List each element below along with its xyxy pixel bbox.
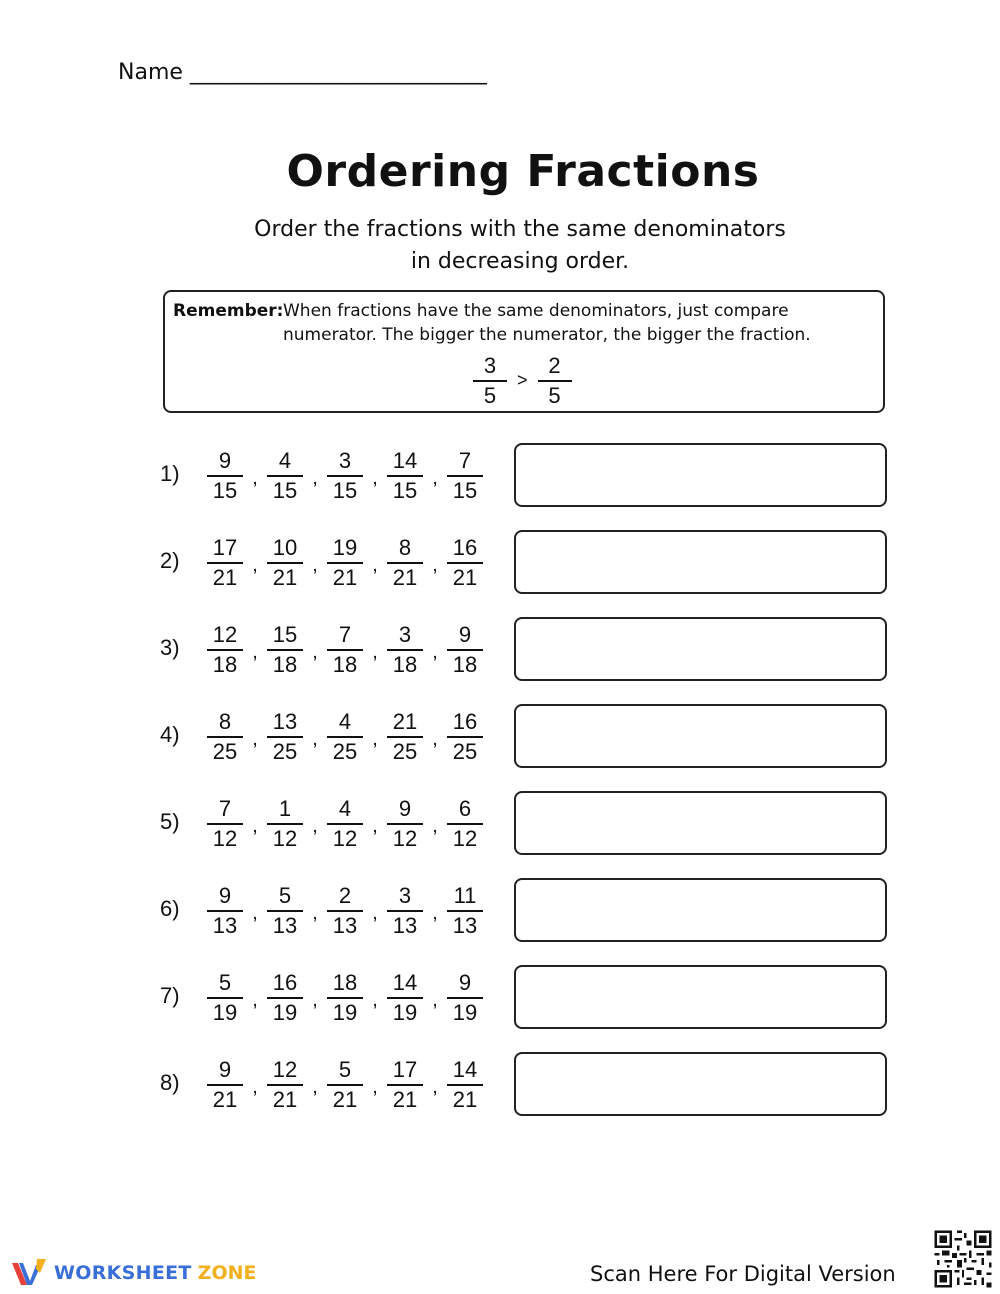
fraction-bar [267,475,303,477]
fraction-bar [387,649,423,651]
fraction [206,797,244,851]
fraction [206,884,244,938]
denominator: 12 [452,826,478,851]
denominator: 15 [452,478,478,503]
fraction [266,710,304,764]
fraction-bar [327,736,363,738]
denominator: 13 [332,913,358,938]
example-fraction-right [538,354,572,408]
comma-separator: , [252,640,258,663]
denominator: 25 [452,739,478,764]
comma-separator: , [432,727,438,750]
denominator: 25 [272,739,298,764]
fraction [386,536,424,590]
fraction-bar [267,1084,303,1086]
numerator: 14 [452,1057,478,1082]
numerator: 4 [338,796,352,821]
comma-separator: , [312,553,318,576]
numerator: 6 [458,796,472,821]
fraction-list [206,623,484,677]
problem-row [160,443,890,509]
numerator: 18 [332,970,358,995]
numerator: 9 [218,1057,232,1082]
fraction [446,971,484,1025]
fraction [266,449,304,503]
fraction [266,884,304,938]
scan-text: Scan Here For Digital Version [590,1262,896,1286]
numerator: 4 [278,448,292,473]
comma-separator: , [432,553,438,576]
numerator: 7 [218,796,232,821]
denominator: 21 [332,1087,358,1112]
comma-separator: , [312,814,318,837]
comma-separator: , [432,640,438,663]
fraction-bar [327,997,363,999]
comma-separator: , [252,901,258,924]
fraction-bar [387,910,423,912]
problem-row [160,617,890,683]
numerator: 9 [218,883,232,908]
numerator: 8 [218,709,232,734]
instructions-line-2: in decreasing order. [410,249,630,274]
comma-separator: , [372,901,378,924]
comma-separator: , [372,727,378,750]
fraction-bar [387,997,423,999]
comma-separator: , [372,814,378,837]
fraction [386,884,424,938]
fraction-bar [473,380,507,382]
numerator: 17 [212,535,238,560]
problem-number: 2) [160,548,180,573]
comma-separator: , [312,901,318,924]
fraction [386,797,424,851]
fraction [326,449,364,503]
fraction [326,971,364,1025]
problem-row [160,530,890,596]
fraction-list [206,797,484,851]
comma-separator: , [252,988,258,1011]
comma-separator: , [372,1075,378,1098]
denominator: 18 [392,652,418,677]
brand-name-part-1: WORKSHEET [54,1262,192,1284]
fraction-bar [207,997,243,999]
fraction [266,536,304,590]
comma-separator: , [252,1075,258,1098]
comma-separator: , [312,988,318,1011]
problem-number: 3) [160,635,180,660]
fraction [206,710,244,764]
comma-separator: , [432,901,438,924]
denominator: 19 [392,1000,418,1025]
denominator: 13 [452,913,478,938]
problem-number: 8) [160,1070,180,1095]
fraction-bar [327,562,363,564]
fraction [326,536,364,590]
denominator: 18 [212,652,238,677]
denominator: 21 [452,1087,478,1112]
instructions [0,214,1000,278]
fraction [326,1058,364,1112]
numerator: 2 [548,353,561,378]
fraction-bar [267,736,303,738]
denominator: 5 [548,383,561,408]
fraction-bar [387,562,423,564]
denominator: 21 [212,1087,238,1112]
page-title: Ordering Fractions [286,146,760,197]
fraction [446,884,484,938]
instructions-line-1: Order the fractions with the same denominators [254,217,786,242]
remember-label: Remember: [173,301,284,321]
denominator: 12 [272,826,298,851]
comma-separator: , [432,1075,438,1098]
fraction [446,797,484,851]
numerator: 4 [338,709,352,734]
comma-separator: , [312,1075,318,1098]
denominator: 15 [392,478,418,503]
fraction [446,623,484,677]
denominator: 25 [332,739,358,764]
problem-row [160,704,890,770]
numerator: 14 [392,448,418,473]
numerator: 21 [392,709,418,734]
denominator: 15 [272,478,298,503]
denominator: 13 [272,913,298,938]
fraction [266,797,304,851]
answer-box[interactable] [514,878,887,942]
numerator: 16 [272,970,298,995]
denominator: 21 [272,1087,298,1112]
problem-number: 6) [160,896,180,921]
numerator: 9 [458,622,472,647]
denominator: 5 [483,383,497,408]
denominator: 25 [392,739,418,764]
numerator: 1 [278,796,292,821]
denominator: 21 [452,565,478,590]
problem-number: 5) [160,809,180,834]
denominator: 25 [212,739,238,764]
fraction-bar [447,475,483,477]
fraction-bar [207,1084,243,1086]
fraction [446,710,484,764]
comma-separator: , [372,640,378,663]
problem-row [160,965,890,1031]
comma-separator: , [252,466,258,489]
denominator: 12 [332,826,358,851]
logo-check-icon [10,1257,48,1289]
fraction-bar [267,997,303,999]
denominator: 13 [392,913,418,938]
numerator: 19 [332,535,358,560]
fraction [446,1058,484,1112]
brand-name-part-2: ZONE [197,1262,257,1284]
numerator: 3 [398,622,412,647]
fraction-bar [447,823,483,825]
comma-separator: , [252,553,258,576]
example-comparison [473,354,572,408]
fraction-bar [327,1084,363,1086]
fraction-bar [207,736,243,738]
fraction [326,884,364,938]
numerator: 12 [272,1057,298,1082]
comma-separator: , [372,466,378,489]
fraction [206,623,244,677]
denominator: 15 [332,478,358,503]
denominator: 18 [272,652,298,677]
numerator: 13 [272,709,298,734]
answer-box[interactable] [514,617,887,681]
denominator: 18 [452,652,478,677]
numerator: 7 [458,448,472,473]
fraction [266,971,304,1025]
remember-box [163,290,885,413]
comma-separator: , [372,988,378,1011]
denominator: 21 [392,565,418,590]
fraction-bar [207,910,243,912]
fraction-bar [447,997,483,999]
numerator: 16 [452,709,478,734]
denominator: 21 [332,565,358,590]
fraction [206,1058,244,1112]
fraction-bar [267,562,303,564]
fraction-bar [447,736,483,738]
fraction [386,1058,424,1112]
fraction-list [206,1058,484,1112]
qr-code-icon[interactable] [932,1228,994,1290]
denominator: 15 [212,478,238,503]
denominator: 12 [392,826,418,851]
fraction-bar [207,562,243,564]
fraction-bar [327,475,363,477]
fraction-bar [267,823,303,825]
numerator: 17 [392,1057,418,1082]
fraction-list [206,710,484,764]
answer-box[interactable] [514,791,887,855]
fraction-bar [387,1084,423,1086]
fraction-list [206,884,484,938]
denominator: 19 [212,1000,238,1025]
numerator: 3 [398,883,412,908]
fraction-bar [207,823,243,825]
denominator: 19 [452,1000,478,1025]
fraction-list [206,536,484,590]
fraction-bar [447,649,483,651]
numerator: 9 [218,448,232,473]
fraction-bar [267,649,303,651]
comma-separator: , [432,466,438,489]
answer-box[interactable] [514,704,887,768]
worksheet-zone-logo [10,1257,256,1289]
remember-text-line-1: When fractions have the same denominators, just compare [283,301,789,321]
fraction [206,536,244,590]
numerator: 7 [338,622,352,647]
numerator: 2 [338,883,352,908]
fraction-bar [207,649,243,651]
numerator: 8 [398,535,412,560]
fraction-bar [447,562,483,564]
denominator: 21 [272,565,298,590]
comma-separator: , [312,727,318,750]
numerator: 12 [212,622,238,647]
answer-box[interactable] [514,530,887,594]
denominator: 19 [332,1000,358,1025]
numerator: 9 [398,796,412,821]
problem-number: 7) [160,983,180,1008]
comma-separator: , [312,466,318,489]
fraction-bar [207,475,243,477]
problem-number: 4) [160,722,180,747]
remember-text-line-2: numerator. The bigger the numerator, the bigger the fraction. [283,325,811,345]
numerator: 5 [278,883,292,908]
comma-separator: , [252,727,258,750]
fraction-bar [447,1084,483,1086]
fraction [326,623,364,677]
problem-row [160,1052,890,1118]
numerator: 16 [452,535,478,560]
fraction-bar [327,910,363,912]
denominator: 21 [392,1087,418,1112]
fraction-bar [387,823,423,825]
fraction [266,1058,304,1112]
numerator: 14 [392,970,418,995]
fraction [326,797,364,851]
numerator: 5 [338,1057,352,1082]
fraction-bar [447,910,483,912]
fraction-list [206,971,484,1025]
fraction [386,623,424,677]
fraction-bar [387,475,423,477]
numerator: 3 [338,448,352,473]
fraction-bar [267,910,303,912]
numerator: 9 [458,970,472,995]
numerator: 11 [453,883,477,908]
fraction [206,971,244,1025]
fraction [386,449,424,503]
problem-number: 1) [160,461,180,486]
comma-separator: , [312,640,318,663]
denominator: 21 [212,565,238,590]
greater-than-sign: > [517,369,528,390]
fraction-bar [387,736,423,738]
fraction-bar [327,649,363,651]
comma-separator: , [432,814,438,837]
problem-row [160,878,890,944]
numerator: 15 [272,622,298,647]
denominator: 18 [332,652,358,677]
fraction [386,971,424,1025]
fraction [446,449,484,503]
denominator: 13 [212,913,238,938]
fraction [266,623,304,677]
answer-box[interactable] [514,965,887,1029]
fraction [446,536,484,590]
answer-box[interactable] [514,1052,887,1116]
fraction [206,449,244,503]
numerator: 10 [272,535,298,560]
fraction [386,710,424,764]
fraction-list [206,449,484,503]
comma-separator: , [432,988,438,1011]
numerator: 3 [483,353,497,378]
answer-box[interactable] [514,443,887,507]
fraction-bar [538,380,572,382]
fraction-bar [327,823,363,825]
comma-separator: , [372,553,378,576]
comma-separator: , [252,814,258,837]
fraction [326,710,364,764]
problem-row [160,791,890,857]
denominator: 12 [212,826,238,851]
example-fraction-left [473,354,507,408]
name-field-label: Name ___________________________ [118,60,487,85]
denominator: 19 [272,1000,298,1025]
numerator: 5 [218,970,232,995]
